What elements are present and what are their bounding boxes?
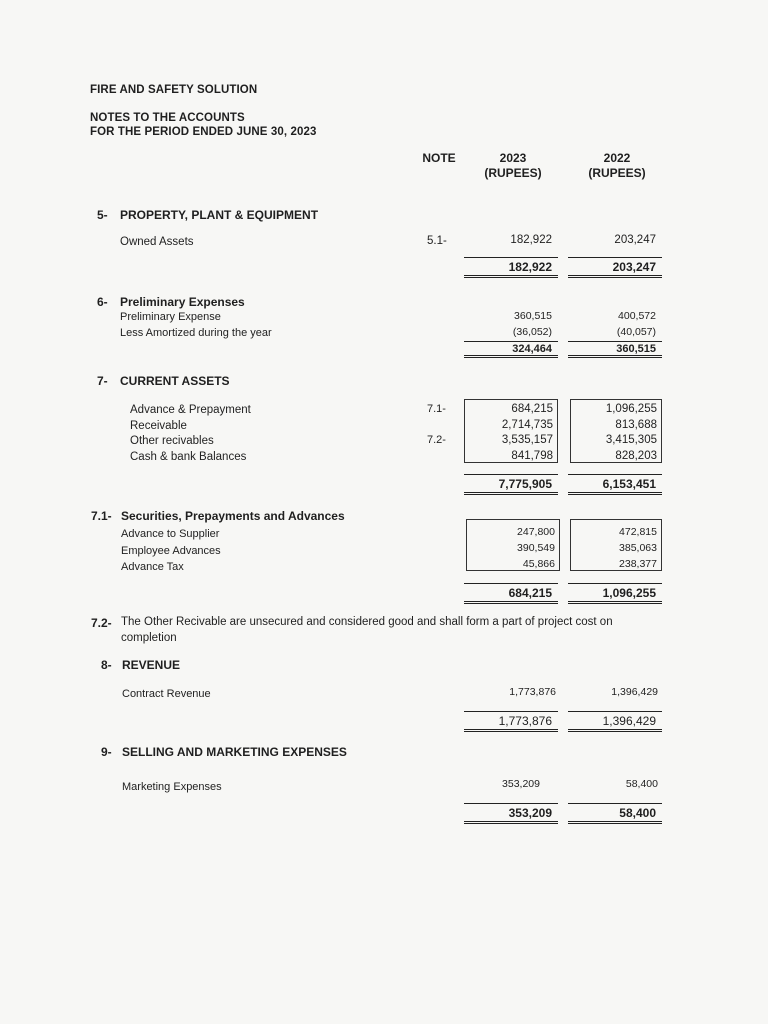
revenue-value-2022: 1,396,429: [611, 686, 658, 698]
revenue-row-label: Contract Revenue: [122, 688, 211, 700]
revenue-value-2023: 1,773,876: [509, 686, 556, 698]
section-selling-number: 9-: [101, 745, 112, 759]
current-box-2022: [570, 399, 662, 463]
company-name: FIRE AND SAFETY SOLUTION: [90, 84, 258, 96]
securities-box-2023: [466, 519, 560, 571]
current-value-2022: 1,096,255: [605, 403, 657, 415]
revenue-total-2023: 1,773,876: [464, 711, 558, 732]
securities-row-label: Advance Tax: [121, 561, 184, 573]
current-row-note: 7.2-: [427, 434, 446, 446]
current-value-2023: 841,798: [511, 449, 553, 462]
current-total-2022: 6,153,451: [568, 474, 662, 495]
current-row-label: Other recivables: [130, 435, 214, 447]
prelim-row-label: Preliminary Expense: [120, 311, 221, 323]
securities-row-label: Advance to Supplier: [121, 528, 220, 540]
section-securities-title: Securities, Prepayments and Advances: [121, 509, 345, 523]
prelim-values-2023: [466, 309, 552, 340]
prelim-value-2023: 360,515: [514, 310, 552, 322]
selling-row-label: Marketing Expenses: [122, 781, 222, 793]
securities-labels: [121, 526, 221, 576]
current-value-2023: 2,714,735: [501, 418, 553, 431]
prelim-value-2023: (36,052): [512, 325, 552, 338]
prelim-value-2022: (40,057): [616, 325, 656, 338]
current-value-2022: 813,688: [615, 418, 657, 431]
ppe-value-2022: 203,247: [614, 234, 656, 246]
year-2023-unit: (RUPEES): [484, 166, 542, 180]
securities-box-2022: [570, 519, 662, 571]
current-box-2023: [464, 399, 558, 463]
prelim-total-2023: 324,464: [464, 341, 558, 358]
note-72-text: The Other Recivable are unsecured and considered good and shall form a part of project cost on: [121, 616, 613, 628]
selling-total-2023: 353,209: [464, 803, 558, 824]
section-prelim-title: Preliminary Expenses: [120, 295, 245, 309]
year-2022-unit: (RUPEES): [588, 166, 646, 180]
period-label: FOR THE PERIOD ENDED JUNE 30, 2023: [90, 126, 317, 138]
ppe-total-2022: 203,247: [568, 257, 662, 278]
current-row-label: Receivable: [130, 419, 187, 432]
ppe-row-note: 5.1-: [427, 235, 447, 247]
note-72-number: 7.2-: [91, 616, 112, 630]
year-2023-header: [468, 151, 558, 181]
section-ppe-number: 5-: [97, 208, 108, 222]
section-securities-number: 7.1-: [91, 509, 112, 523]
securities-total-2023: 684,215: [464, 583, 558, 604]
securities-value-2023: 45,866: [522, 558, 555, 570]
current-labels: [130, 403, 251, 465]
prelim-labels: [120, 310, 272, 341]
ppe-row-label: Owned Assets: [120, 236, 194, 248]
year-2022-header: [572, 151, 662, 181]
securities-value-2023: 390,549: [517, 542, 555, 554]
current-notes: [427, 402, 446, 449]
note-column-header: NOTE: [422, 151, 456, 165]
selling-value-2023: 353,209: [502, 778, 540, 790]
securities-value-2022: 385,063: [619, 542, 657, 554]
securities-value-2022: 238,377: [619, 558, 657, 570]
current-row-note: 7.1-: [427, 403, 446, 415]
section-ppe-title: PROPERTY, PLANT & EQUIPMENT: [120, 208, 319, 222]
section-current-title: CURRENT ASSETS: [120, 374, 230, 388]
section-prelim-number: 6-: [97, 295, 108, 309]
prelim-total-2022: 360,515: [568, 341, 662, 358]
ppe-value-2023: 182,922: [510, 234, 552, 246]
section-current-number: 7-: [97, 374, 108, 388]
selling-total-2022: 58,400: [568, 803, 662, 824]
note-72-text-continued: completion: [121, 632, 177, 644]
revenue-total-2022: 1,396,429: [568, 711, 662, 732]
section-revenue-title: REVENUE: [122, 658, 181, 672]
securities-value-2022: 472,815: [619, 526, 657, 538]
year-2023-label: 2023: [499, 151, 527, 165]
current-value-2023: 3,535,157: [501, 434, 553, 446]
securities-value-2023: 247,800: [517, 526, 555, 538]
ppe-total-2023: 182,922: [464, 257, 558, 278]
current-value-2022: 3,415,305: [605, 434, 657, 446]
securities-total-2022: 1,096,255: [568, 583, 662, 604]
selling-value-2022: 58,400: [625, 778, 658, 790]
current-value-2023: 684,215: [511, 403, 553, 415]
prelim-value-2022: 400,572: [618, 310, 656, 322]
current-row-label: Cash & bank Balances: [130, 450, 247, 463]
prelim-values-2022: [568, 309, 656, 340]
current-total-2023: 7,775,905: [464, 474, 558, 495]
year-2022-label: 2022: [603, 151, 631, 165]
section-revenue-number: 8-: [101, 658, 112, 672]
section-selling-title: SELLING AND MARKETING EXPENSES: [122, 745, 347, 759]
current-row-label: Advance & Prepayment: [130, 404, 251, 416]
page-title: NOTES TO THE ACCOUNTS: [90, 112, 245, 124]
prelim-row-label: Less Amortized during the year: [120, 326, 272, 339]
current-value-2022: 828,203: [615, 449, 657, 462]
securities-row-label: Employee Advances: [121, 544, 221, 557]
